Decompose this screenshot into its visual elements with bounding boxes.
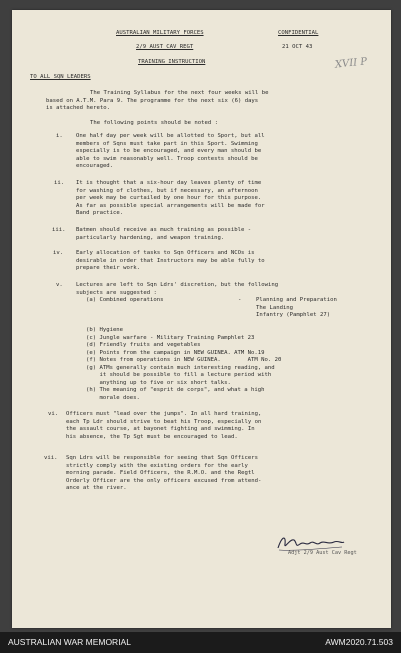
footer-institution: AUSTRALIAN WAR MEMORIAL [8, 637, 131, 647]
footer-bar [0, 632, 401, 653]
lecture-item: it should be possible to fill a lecture period with [86, 372, 272, 378]
point-line: Officers must "lead over the jumps". In all hard training, [66, 411, 262, 417]
point-number: iv. [53, 250, 64, 256]
point-line: particularly hardening, and weapon training. [76, 234, 225, 241]
signatory-title: Adjt 2/9 Aust Cav Regt [288, 550, 357, 556]
lecture-item: (h) The meaning of "esprit de corps", and what a high [86, 387, 265, 393]
point-line: prepare their work. [76, 265, 140, 271]
org-heading: AUSTRALIAN MILITARY FORCES [116, 30, 204, 36]
lecture-item: (f) Notes from operations in NEW GUINEA. ATM No. 20 [86, 357, 282, 363]
point-line: morning parade. Field Officers, the R.M.O. and the Regtl [66, 470, 255, 476]
lecture-a-label: (a) Combined operations [86, 297, 164, 303]
point-line: As far as possible special arrangements will be made for [76, 202, 265, 209]
point-line: ance at the river. [66, 485, 127, 491]
lecture-a-item: Infantry (Pamphlet 27) [256, 312, 331, 318]
document-page [12, 10, 391, 628]
point-line: Early allocation of tasks to Sqn Officers and NCOs is [76, 250, 255, 256]
lecture-item: (g) ATMs generally contain much interesting reading, and [86, 364, 275, 371]
point-number: v. [56, 282, 63, 288]
lecture-item: (d) Friendly fruits and vegetables [86, 342, 201, 348]
point-line: It is thought that a six-hour day leaves plenty of time [76, 180, 262, 186]
lecture-item: (c) Jungle warfare - Military Training Pamphlet 23 [86, 334, 255, 341]
point-line: Orderly Officer are the only officers excused from attend- [66, 477, 262, 484]
point-line: able to swim reasonably well. Troop contests should be [76, 155, 258, 162]
point-line: desirable in order that Instructors may be able fully to [76, 257, 265, 264]
point-line: Batmen should receive as much training as possible - [76, 227, 252, 233]
intro-line: is attached hereto. [46, 105, 110, 111]
addressee: TO ALL SQN LEADERS [30, 74, 91, 80]
point-number: vii. [44, 455, 58, 461]
pencil-annotation: XVII P [334, 56, 368, 71]
point-line: Lectures are left to Sqn Ldrs' discretion, but the following [76, 282, 279, 288]
lecture-item: anything up to five or six short talks. [86, 379, 231, 386]
points-heading: The following points should be noted : [90, 120, 218, 126]
lecture-item: (e) Points from the campaign in NEW GUINEA. ATM No.19 [86, 349, 265, 356]
point-line: his absence, the Tp Sgt must be encouraged to lead. [66, 433, 238, 440]
point-line: for washing of clothes, but if necessary, an afternoon [76, 187, 258, 194]
point-line: per week may be curtailed by one hour for this purpose. [76, 195, 262, 201]
classification: CONFIDENTIAL [278, 30, 319, 36]
point-line: especially is to be encouraged, and every man should be [76, 148, 262, 154]
document-date: 21 OCT 43 [282, 44, 313, 50]
intro-line: The Training Syllabus for the next four weeks will be [90, 90, 269, 96]
point-number: ii. [54, 180, 65, 186]
document-title: TRAINING INSTRUCTION [138, 59, 206, 65]
lecture-item: morale does. [86, 394, 140, 401]
point-number: vi. [48, 411, 59, 417]
point-number: iii. [52, 227, 66, 233]
lecture-a-item: The Landing [256, 304, 294, 311]
point-line: strictly comply with the existing orders for the early [66, 462, 248, 469]
point-line: Sqn Ldrs will be responsible for seeing that Sqn Officers [66, 455, 258, 461]
intro-line: based on A.T.M. Para 9. The programme for the next six (6) days [46, 97, 259, 104]
point-line: subjects are suggested : [76, 289, 157, 296]
point-line: each Tp Ldr should strive to beat his Troop, especially on [66, 418, 262, 425]
lecture-a-dash: - [238, 297, 242, 303]
point-number: i. [56, 133, 63, 139]
point-line: encouraged. [76, 163, 114, 169]
lecture-a-item: Planning and Preparation [256, 297, 337, 303]
footer-accession-number: AWM2020.71.503 [325, 637, 393, 647]
point-line: Band practice. [76, 210, 124, 216]
point-line: the assault course, at bayonet fighting and swimming. In [66, 426, 255, 432]
lecture-item: (b) Hygiene [86, 327, 124, 333]
point-line: One half day per week will be allotted to Sport, but all [76, 133, 265, 139]
point-line: members of Sqns must take part in this Sport. Swimming [76, 140, 258, 147]
unit-heading: 2/9 AUST CAV REGT [136, 44, 194, 50]
